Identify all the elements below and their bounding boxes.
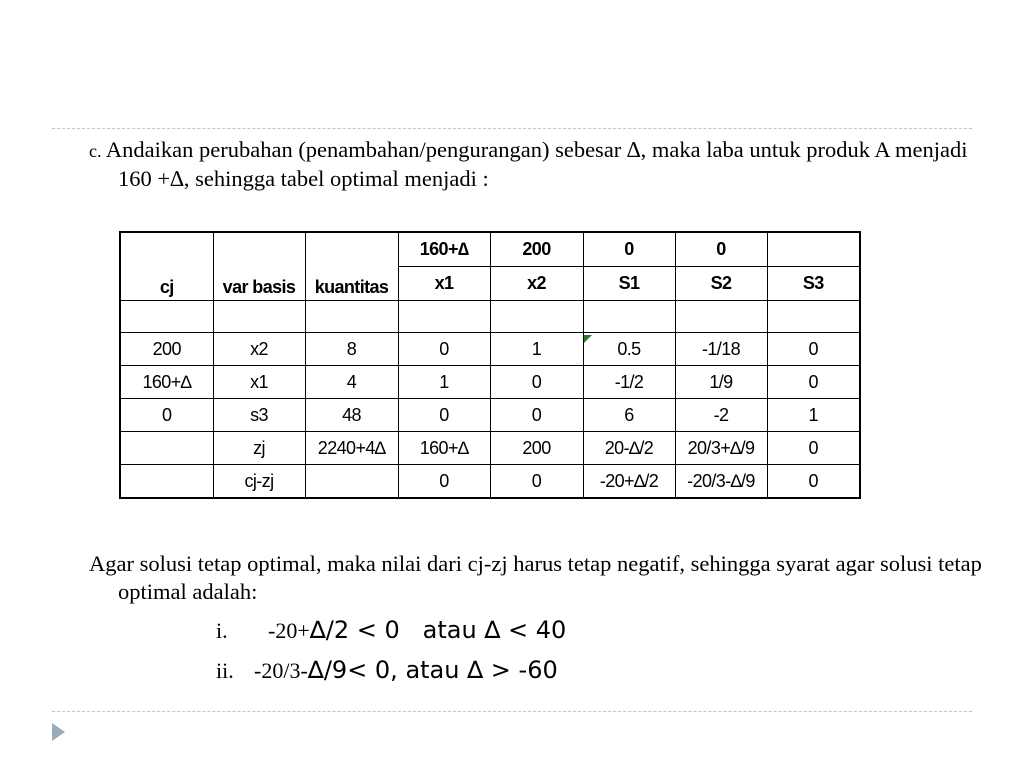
header-x2: x2 <box>490 267 583 301</box>
header-cj-s3 <box>767 232 860 267</box>
table-cell: 8 <box>305 333 398 366</box>
header-x1: x1 <box>398 267 490 301</box>
table-cell <box>490 301 583 333</box>
table-cell: 2240+4∆ <box>305 432 398 465</box>
header-cj-x2: 200 <box>490 232 583 267</box>
header-cj-s2: 0 <box>675 232 767 267</box>
bottom-divider <box>52 711 972 712</box>
header-cj: cj <box>120 232 213 301</box>
header-s1: S1 <box>583 267 675 301</box>
table-cell: 1/9 <box>675 366 767 399</box>
table-cell <box>120 432 213 465</box>
table-cell: 200 <box>120 333 213 366</box>
table-cell: 1 <box>398 366 490 399</box>
table-cell: 20-∆/2 <box>583 432 675 465</box>
table-cell: 0 <box>120 399 213 432</box>
condition-i-main: ∆/2 < 0 atau ∆ < 40 <box>309 616 567 644</box>
condition-ii <box>216 654 558 686</box>
table-cell: -1/18 <box>675 333 767 366</box>
table-cell <box>305 301 398 333</box>
table-cell: 0 <box>398 399 490 432</box>
table-cell: 0 <box>767 333 860 366</box>
header-s2: S2 <box>675 267 767 301</box>
table-cell: -20/3-∆/9 <box>675 465 767 499</box>
paragraph-c-marker: c. <box>89 141 102 161</box>
table-row <box>120 333 860 366</box>
table-cell: s3 <box>213 399 305 432</box>
table-cell <box>120 465 213 499</box>
table-cell: 0 <box>490 465 583 499</box>
header-kuantitas: kuantitas <box>305 232 398 301</box>
table-row <box>120 301 860 333</box>
condition-ii-number: ii. <box>216 658 234 683</box>
top-divider <box>52 128 972 129</box>
table-cell <box>675 301 767 333</box>
condition-ii-main: ∆/9< 0, atau ∆ > -60 <box>307 656 558 684</box>
table-cell: 0 <box>490 366 583 399</box>
table-cell <box>120 301 213 333</box>
table-cell: 1 <box>767 399 860 432</box>
table-cell: 6 <box>583 399 675 432</box>
table-cell: 0 <box>398 465 490 499</box>
table-cell: 160+∆ <box>120 366 213 399</box>
table-cell: -20+∆/2 <box>583 465 675 499</box>
table-row <box>120 432 860 465</box>
simplex-table <box>119 231 861 499</box>
table-cell: 0 <box>767 465 860 499</box>
cell-comment-marker-icon <box>584 335 592 343</box>
table-row <box>120 399 860 432</box>
table-cell: zj <box>213 432 305 465</box>
paragraph-agar: Agar solusi tetap optimal, maka nilai dari cj-zj harus tetap negatif, sehingga syarat agar solusi tetap optimal adalah: <box>89 551 982 604</box>
table-cell: x1 <box>213 366 305 399</box>
table-cell: cj-zj <box>213 465 305 499</box>
header-cj-s1: 0 <box>583 232 675 267</box>
header-var-basis: var basis <box>213 232 305 301</box>
table-cell: 1 <box>490 333 583 366</box>
table-cell: 200 <box>490 432 583 465</box>
table-row <box>120 465 860 499</box>
table-cell: 20/3+∆/9 <box>675 432 767 465</box>
table-cell: 4 <box>305 366 398 399</box>
table-cell: -1/2 <box>583 366 675 399</box>
header-row-cj-values <box>120 232 860 267</box>
table-cell: x2 <box>213 333 305 366</box>
table-cell: 48 <box>305 399 398 432</box>
table-cell: 0 <box>398 333 490 366</box>
table-cell <box>398 301 490 333</box>
table-cell <box>305 465 398 499</box>
table-row <box>120 366 860 399</box>
condition-i-prefix: -20+ <box>268 618 310 643</box>
table-cell: 0.5 <box>583 333 675 366</box>
table-cell: -2 <box>675 399 767 432</box>
table-cell: 0 <box>767 432 860 465</box>
condition-i <box>216 614 566 646</box>
header-s3: S3 <box>767 267 860 301</box>
table-cell <box>583 301 675 333</box>
table-cell <box>213 301 305 333</box>
paragraph-c <box>89 136 988 193</box>
condition-i-number: i. <box>216 618 228 643</box>
header-cj-x1: 160+∆ <box>398 232 490 267</box>
next-slide-arrow-icon[interactable] <box>52 723 65 741</box>
table-cell <box>767 301 860 333</box>
table-cell: 0 <box>490 399 583 432</box>
table-cell: 0 <box>767 366 860 399</box>
condition-ii-prefix: -20/3- <box>254 658 308 683</box>
table-cell: 160+∆ <box>398 432 490 465</box>
paragraph-c-text: Andaikan perubahan (penambahan/pengurangan) sebesar ∆, maka laba untuk produk A menjadi 160 +∆, sehingga tabel optimal menjadi : <box>105 137 968 191</box>
